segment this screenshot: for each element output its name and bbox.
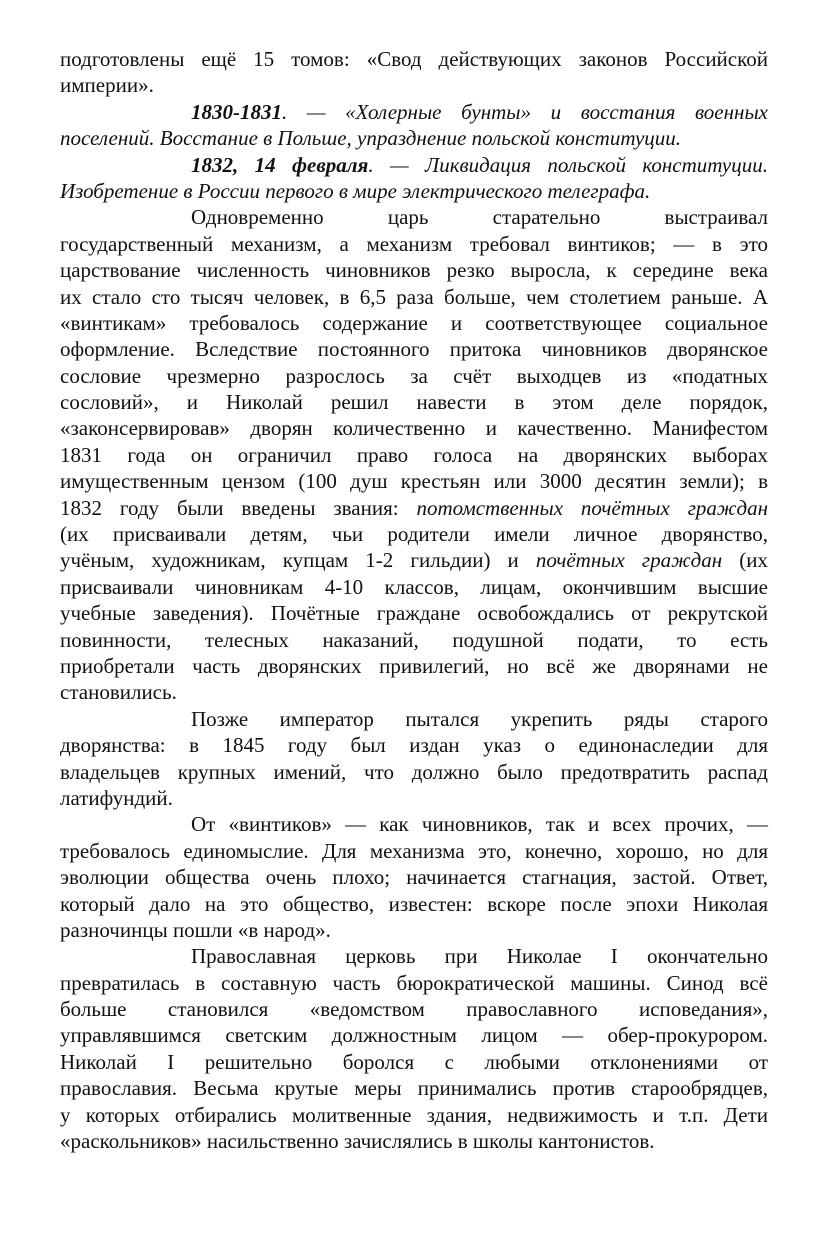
text-line: разночинцы пошли «в народ». [60, 917, 331, 942]
text-line: повинности, телесных наказаний, подушной подати, то есть [60, 627, 768, 652]
chronology-entry-1832: 1832, 14 февраля. — Ликвидация польской конституции. [191, 152, 768, 177]
text-line: 1832 году были введены звания: потомственных почётных граждан [60, 495, 769, 520]
text-line: который дало на это общество, известен: вскоре после эпохи Николая [60, 891, 768, 916]
text-line: (их присваивали детям, чьи родители имели личное дворянство, [60, 522, 768, 547]
text-line: «винтикам» требовалось содержание и соответствующее социальное [60, 310, 768, 335]
text-line: царствование численность чиновников резко выросла, к середине века [60, 258, 768, 283]
text-line: государственный механизм, а механизм требовал винтиков; — в это [60, 231, 768, 256]
chronology-date: 1830-1831 [191, 99, 282, 124]
text-line: сословий», и Николай решил навести в этом деле порядок, [60, 390, 768, 415]
emphasis-term: почётных граждан [535, 548, 723, 573]
chronology-entry-1830: 1830-1831. — «Холерные бунты» и восстания военных [191, 99, 768, 124]
text-line: присваивали чиновникам 4-10 классов, лицам, окончившим высшие [60, 574, 768, 599]
emphasis-term: потомственных почётных граждан [416, 495, 769, 520]
text-line: поселений. Восстание в Польше, упразднение польской конституции. [60, 126, 682, 151]
text-line: православия. Весьма крутые меры принимались против старообрядцев, [60, 1076, 768, 1101]
text-line: превратилась в составную часть бюрократической машины. Синод всё [60, 970, 768, 995]
text-line: учебные заведения). Почётные граждане освобождались от рекрутской [60, 601, 768, 626]
text-line: управлявшимся светским должностным лицом — обер-прокурором. [60, 1023, 768, 1048]
text-line: имущественным цензом (100 душ крестьян или 3000 десятин земли); в [60, 469, 768, 494]
text-line: Николай I решительно боролся с любыми отклонениями от [60, 1049, 768, 1074]
paragraph-start: Одновременно царь старательно выстраивал [191, 205, 768, 230]
text-line: эволюции общества очень плохо; начинается стагнация, застой. Ответ, [60, 865, 768, 890]
paragraph-start: Православная церковь при Николае I окончательно [191, 944, 768, 969]
text-line: 1831 года он ограничил право голоса на дворянских выборах [60, 442, 768, 467]
text-line: империи». [60, 73, 154, 98]
text-line: у которых отбирались молитвенные здания, недвижимость и т.п. Дети [60, 1102, 768, 1127]
text-line: Изобретение в России первого в мире электрического телеграфа. [60, 178, 651, 203]
text-line: учёным, художникам, купцам 1-2 гильдии) и почётных граждан (их [60, 548, 768, 573]
text-line: оформление. Вследствие постоянного притока чиновников дворянское [60, 337, 768, 362]
text-line: латифундий. [60, 785, 173, 810]
text-line: «законсервировав» дворян количественно и качественно. Манифестом [60, 416, 768, 441]
paragraph-start: От «винтиков» — как чиновников, так и всех прочих, — [191, 812, 768, 837]
text-line: требовалось единомыслие. Для механизма это, конечно, хорошо, но для [60, 838, 768, 863]
text-line: подготовлены ещё 15 томов: «Свод действующих законов Российской [60, 47, 768, 71]
text-line: владельцев крупных имений, что должно было предотвратить распад [60, 759, 768, 784]
chronology-date: 1832, 14 февраля [191, 152, 369, 177]
paragraph-start: Позже император пытался укрепить ряды старого [191, 706, 768, 731]
text-line: «раскольников» насильственно зачислялись в школы кантонистов. [60, 1129, 655, 1154]
text-line: больше становился «ведомством православного исповедания», [60, 997, 768, 1022]
text-line: приобретали часть дворянских привилегий, но всё же дворянами не [60, 653, 768, 678]
text-line: дворянства: в 1845 году был издан указ о единонаследии для [60, 733, 768, 758]
text-line: их стало сто тысяч человек, в 6,5 раза больше, чем столетием раньше. А [60, 284, 768, 309]
text-line: становились. [60, 680, 177, 705]
text-line: сословие чрезмерно разрослось за счёт выходцев из «податных [60, 363, 768, 388]
